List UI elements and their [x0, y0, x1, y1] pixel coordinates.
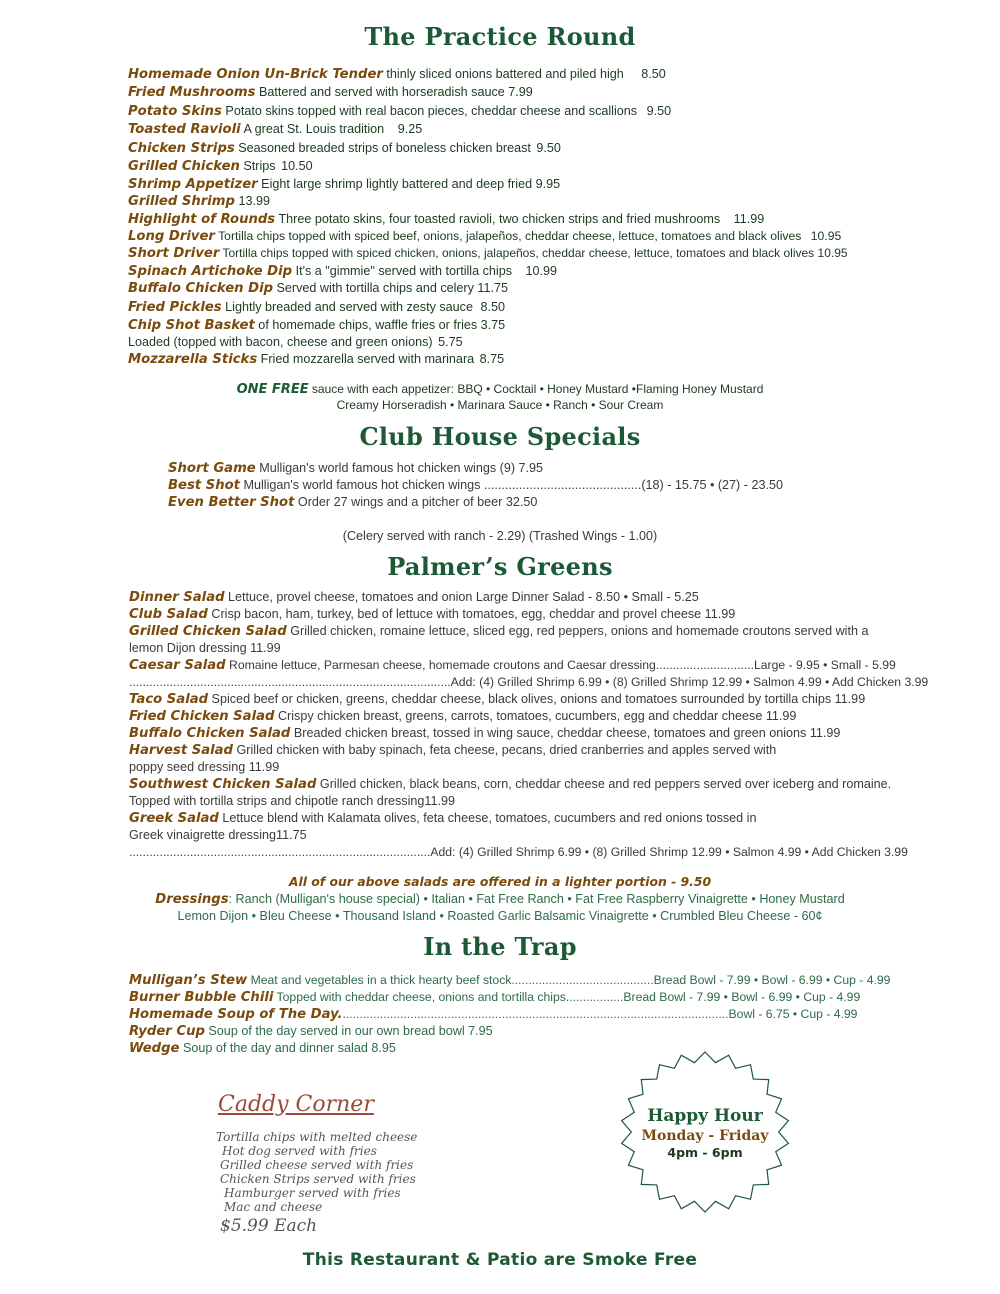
dressings-list: : Ranch (Mulligan's house special) • Italian • Fat Free Ranch • Fat Free Raspberry Vinaigrette • Honey Mustard [228, 892, 845, 906]
item-name: Spinach Artichoke Dip [128, 264, 293, 279]
menu-item [128, 121, 422, 138]
item-price: 9.50 [646, 104, 672, 118]
item-description: of homemade chips, waffle fries or fries [254, 318, 481, 332]
item-name: Short Game [168, 461, 256, 476]
add-ons-line: .........................................................................................Add: (4) Grilled Shrimp 6.99 • (8) Grilled Shrimp 12.99 • Salmon 4.99 • Add Chicken 3.99 [129, 845, 908, 859]
item-price: 11.75 [477, 281, 509, 295]
item-price: 8.50 [641, 67, 666, 81]
menu-item [128, 263, 557, 280]
item-description: Soup of the day and dinner salad 8.95 [179, 1041, 396, 1055]
item-name: Grilled Chicken Salad [129, 624, 287, 639]
caddy-item: Grilled cheese served with fries [220, 1158, 414, 1172]
menu-item [128, 351, 504, 368]
menu-item [129, 657, 896, 674]
item-name: Mozzarella Sticks [128, 352, 258, 367]
menu-item [129, 589, 699, 606]
item-description: Spiced beef or chicken, greens, cheddar cheese, black olives, onions and tomatoes surrounded by tortilla chips 11.99 [208, 692, 866, 706]
caddy-item: Mac and cheese [224, 1200, 323, 1214]
menu-item [128, 334, 463, 350]
item-price: 13.99 [238, 194, 270, 208]
item-description: Crisp bacon, ham, turkey, bed of lettuce with tomatoes, egg, cheddar and provel cheese 11.99 [207, 607, 736, 621]
dressings-label: Dressings [155, 892, 229, 907]
add-ons-line: ...............................................................................................Add: (4) Grilled Shrimp 6.99 • (8) Grilled Shrimp 12.99 • Salmon 4.99 • Add Chicken 3.99 [129, 675, 929, 689]
item-name: Caesar Salad [129, 658, 226, 673]
menu-item [128, 158, 313, 175]
item-description: Fried mozzarella served with marinara [257, 352, 478, 366]
menu-item [129, 776, 891, 793]
menu-item [128, 228, 841, 245]
caddy-price: $5.99 Each [220, 1216, 318, 1236]
item-name: Grilled Shrimp [128, 194, 235, 209]
item-description: Seasoned breaded strips of boneless chicken breast [234, 141, 535, 155]
happy-hour-days: Monday - Friday [641, 1128, 769, 1144]
item-description: Romaine lettuce, Parmesan cheese, homemade croutons and Caesar dressing.............................Large - 9.95 • Small - 5.99 [225, 658, 896, 672]
menu-item [129, 1006, 857, 1023]
happy-hour-title: Happy Hour [647, 1106, 763, 1126]
item-description: Breaded chicken breast, tossed in wing sauce, cheddar cheese, tomatoes and green onions 11.99 [290, 726, 841, 740]
item-price: 8.50 [480, 300, 505, 314]
menu-item [129, 708, 796, 725]
item-name: Fried Mushrooms [128, 85, 256, 100]
item-description: Lettuce, provel cheese, tomatoes and onion Large Dinner Salad - 8.50 • Small - 5.25 [224, 590, 699, 604]
item-name: Taco Salad [129, 692, 209, 707]
item-name: Short Driver [128, 246, 220, 261]
menu-item [128, 84, 533, 101]
menu-item [168, 477, 783, 494]
menu-item [128, 140, 561, 157]
item-name: Buffalo Chicken Dip [128, 281, 274, 296]
menu-item-continued: lemon Dijon dressing 11.99 [129, 641, 281, 655]
item-name: Chip Shot Basket [128, 318, 255, 333]
item-description: Potato skins topped with real bacon pieces, cheddar cheese and scallions [221, 104, 641, 118]
free-sauce-note [0, 381, 1000, 398]
item-name: Wedge [129, 1041, 180, 1056]
menu-item [129, 972, 890, 989]
item-name: Ryder Cup [129, 1024, 205, 1039]
item-name: Greek Salad [129, 811, 219, 826]
item-name: Potato Skins [128, 104, 222, 119]
menu-item [128, 103, 671, 120]
item-description: A great St. Louis tradition [240, 122, 388, 136]
menu-item [129, 623, 868, 640]
item-name: Toasted Ravioli [128, 122, 241, 137]
in-the-trap-heading: In the Trap [423, 932, 577, 961]
item-price: 11.99 [733, 212, 765, 226]
menu-item [129, 989, 860, 1006]
item-price: 9.95 [535, 177, 561, 191]
wings-note: (Celery served with ranch - 2.29) (Trashed Wings - 1.00) [342, 529, 658, 543]
item-name: Burner Bubble Chili [129, 990, 274, 1005]
item-name: Southwest Chicken Salad [129, 777, 317, 792]
item-description: Eight large shrimp lightly battered and deep fried [257, 177, 536, 191]
item-description: Lightly breaded and served with zesty sauce [221, 300, 477, 314]
palmers-greens-heading: Palmer’s Greens [387, 552, 613, 581]
menu-item [168, 494, 537, 511]
menu-item [128, 211, 764, 228]
item-price: 7.99 [508, 85, 533, 99]
dressings-list-continued: Lemon Dijon • Bleu Cheese • Thousand Island • Roasted Garlic Balsamic Vinaigrette • Crumbled Bleu Cheese - 60¢ [177, 909, 823, 923]
caddy-item: Hamburger served with fries [224, 1186, 401, 1200]
menu-item [128, 317, 505, 334]
menu-item [128, 299, 505, 316]
item-name: Even Better Shot [168, 495, 295, 510]
item-price: 10.95 [817, 246, 848, 260]
item-name: Shrimp Appetizer [128, 177, 258, 192]
item-name: Chicken Strips [128, 141, 235, 156]
item-name: Homemade Soup of The Day. [129, 1007, 343, 1022]
happy-hour-time: 4pm - 6pm [667, 1145, 743, 1160]
menu-item-continued: Greek vinaigrette dressing11.75 [129, 828, 307, 842]
item-description: Mulligan's world famous hot chicken wings .............................................(18) - 15.75 • (27) - 23.50 [240, 478, 783, 492]
item-description: Soup of the day served in our own bread bowl 7.95 [204, 1024, 493, 1038]
menu-item [129, 691, 865, 708]
item-description: thinly sliced onions battered and piled high [382, 67, 628, 81]
item-description: ..................................................................................................................Bowl - 6.75 • Cup - 4.99 [342, 1007, 858, 1021]
item-name: Long Driver [128, 229, 215, 244]
item-name: Best Shot [168, 478, 240, 493]
item-description: Three potato skins, four toasted ravioli, two chicken strips and fried mushrooms [275, 212, 724, 226]
item-description: Meat and vegetables in a thick hearty beef stock..........................................Bread Bowl - 7.99 • Bowl - 6.99 • Cup - 4.99 [247, 973, 891, 987]
menu-item [129, 810, 757, 827]
item-price: 5.75 [438, 335, 463, 349]
item-price: 9.50 [536, 141, 561, 155]
menu-item [128, 245, 848, 262]
item-price: 10.95 [810, 229, 842, 243]
club-house-heading: Club House Specials [359, 422, 641, 451]
menu-item [129, 742, 776, 759]
item-description: Mulligan's world famous hot chicken wings (9) 7.95 [255, 461, 544, 475]
caddy-item: Tortilla chips with melted cheese [216, 1130, 418, 1144]
item-description: Crispy chicken breast, greens, carrots, tomatoes, cucumbers, egg and cheddar cheese 11.99 [274, 709, 797, 723]
menu-item [129, 725, 840, 742]
menu-item [128, 193, 270, 210]
practice-round-heading: The Practice Round [364, 22, 636, 51]
item-description: Grilled chicken, black beans, corn, cheddar cheese and red peppers served over iceberg and romaine. [316, 777, 892, 791]
item-name: Harvest Salad [129, 743, 233, 758]
caddy-corner-title: Caddy Corner [218, 1092, 374, 1117]
menu-item [129, 606, 735, 623]
menu-item [128, 280, 508, 297]
item-name: Homemade Onion Un-Brick Tender [128, 67, 383, 82]
item-description: Lettuce blend with Kalamata olives, feta cheese, tomatoes, cucumbers and red onions tossed in [218, 811, 757, 825]
item-description: Battered and served with horseradish sauce [255, 85, 509, 99]
item-name: Dinner Salad [129, 590, 225, 605]
lighter-portion-note: All of our above salads are offered in a lighter portion - 9.50 [288, 874, 712, 889]
free-sauce-label: ONE FREE [236, 382, 309, 397]
item-description: Strips [239, 159, 280, 173]
item-name: Fried Chicken Salad [129, 709, 275, 724]
item-name: Club Salad [129, 607, 208, 622]
item-description: Served with tortilla chips and celery [273, 281, 478, 295]
menu-item [128, 176, 560, 193]
menu-item [128, 66, 666, 83]
item-name: Grilled Chicken [128, 159, 240, 174]
item-name: Buffalo Chicken Salad [129, 726, 291, 741]
menu-item-continued: poppy seed dressing 11.99 [129, 760, 280, 774]
item-description: Tortilla chips topped with spiced beef, onions, jalapeños, cheddar cheese, lettuce, tomatoes and black olives [214, 229, 805, 243]
caddy-item: Chicken Strips served with fries [220, 1172, 416, 1186]
free-sauce-text: sauce with each appetizer: BBQ • Cocktail • Honey Mustard •Flaming Honey Mustard [308, 382, 764, 396]
item-description: Order 27 wings and a pitcher of beer 32.50 [294, 495, 538, 509]
item-name: Mulligan’s Stew [129, 973, 248, 988]
item-description: Loaded (topped with bacon, cheese and green onions) [128, 335, 437, 349]
smoke-free-footer: This Restaurant & Patio are Smoke Free [302, 1250, 698, 1270]
item-name: Fried Pickles [128, 300, 222, 315]
caddy-item: Hot dog served with fries [222, 1144, 377, 1158]
menu-item [168, 460, 543, 477]
item-price: 9.25 [397, 122, 423, 136]
item-price: 10.99 [525, 264, 558, 278]
item-price: 10.50 [281, 159, 313, 173]
item-description: It's a "gimmie" served with tortilla chips [292, 264, 516, 278]
menu-item [129, 1023, 493, 1040]
item-description: Grilled chicken, romaine lettuce, sliced egg, red peppers, onions and homemade croutons served with a [286, 624, 869, 638]
menu-item [129, 1040, 396, 1057]
item-description: Grilled chicken with baby spinach, feta cheese, pecans, dried cranberries and apples served with [232, 743, 777, 757]
item-description: Topped with cheddar cheese, onions and tortilla chips.................Bread Bowl - 7.99 • Bowl - 6.99 • Cup - 4.99 [273, 990, 861, 1004]
item-price: 3.75 [480, 318, 506, 332]
free-sauce-list: Creamy Horseradish • Marinara Sauce • Ranch • Sour Cream [336, 398, 664, 412]
dressings-line [0, 891, 1000, 908]
item-name: Highlight of Rounds [128, 212, 276, 227]
item-description: Tortilla chips topped with spiced chicken, onions, jalapeños, cheddar cheese, lettuce, tomatoes and black olives [219, 246, 818, 260]
item-price: 8.75 [479, 352, 505, 366]
menu-item-continued: Topped with tortilla strips and chipotle ranch dressing11.99 [129, 794, 455, 808]
